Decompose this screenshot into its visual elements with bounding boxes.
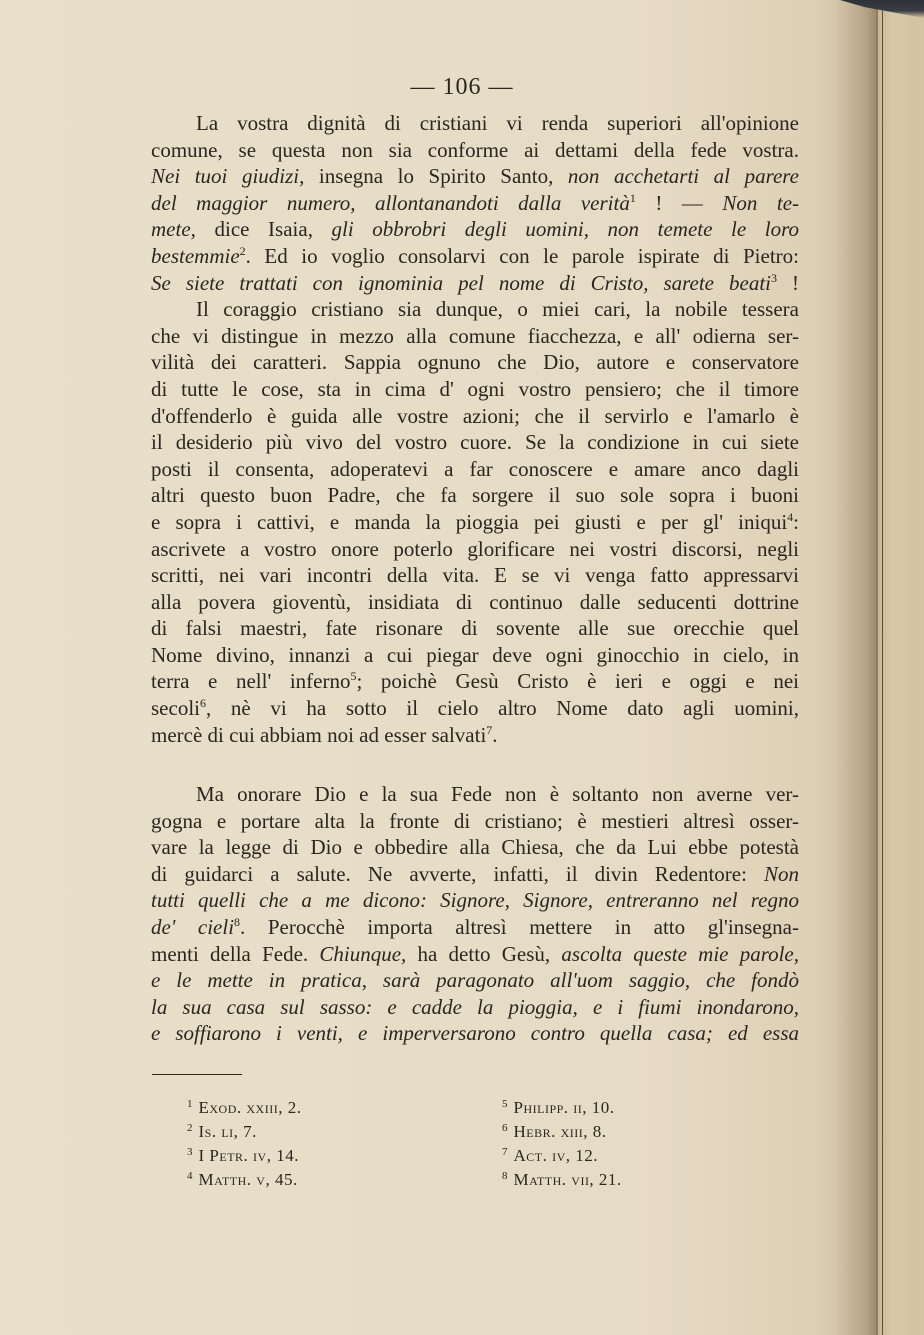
footnote-reference: I Petr. iv, 14. <box>198 1146 299 1165</box>
text-line: Ma onorare Dio e la sua Fede non è soltanto non averne ver- <box>196 782 799 806</box>
footnote-number: 7 <box>502 1146 508 1158</box>
text-segment: , nè vi ha sotto il cielo altro Nome dato agli uomini, <box>205 696 799 721</box>
text-segment: e sopra i cattivi, e manda la pioggia pei giusti e per gl' iniqui <box>151 509 788 534</box>
italic-quote: Non <box>763 861 799 886</box>
text-line: comune, se questa non sia conforme ai dettami della fede vostra. <box>151 137 799 162</box>
text-segment: ; poichè Gesù Cristo è ieri e oggi e nei <box>356 669 799 694</box>
text-line <box>151 914 799 941</box>
text-line <box>151 941 799 968</box>
footnote-ref: 7 <box>486 722 493 737</box>
gutter-shadow <box>835 0 880 1335</box>
footnote <box>187 1118 301 1142</box>
text-line: Il coraggio cristiano sia dunque, o miei cari, la nobile tessera <box>196 297 799 322</box>
text-line <box>151 509 799 536</box>
text-line <box>151 1020 799 1047</box>
italic-quote: non acchetarti al parere <box>567 164 799 189</box>
text-line: alla povera gioventù, insidiata di continuo dalle seducenti dottrine <box>151 589 799 614</box>
text-line: di falsi maestri, fate risonare di sovente alle sue orecchie quel <box>151 616 799 641</box>
italic-quote: tutti quelli che a me dicono: Signore, Signore, entreranno nel regno <box>151 888 799 913</box>
text-segment: . Ed io voglio consolarvi con le parole ispirate di Pietro: <box>245 243 799 268</box>
footnote-ref: 4 <box>787 509 794 524</box>
page-number: — 106 — <box>410 74 514 100</box>
footnote-number: 2 <box>187 1122 193 1134</box>
text-segment: . Perocchè importa altresì mettere in atto gl'insegna- <box>240 914 799 939</box>
text-line <box>151 163 799 190</box>
text-segment: : <box>793 509 799 534</box>
italic-quote: de' cieli <box>151 914 235 939</box>
text-line: di tutte le cose, sta in cima d' ogni vostro pensiero; che il timore <box>151 376 799 401</box>
footnotes-left <box>187 1094 301 1190</box>
text-segment: menti della Fede. <box>151 941 320 966</box>
italic-quote: Nei tuoi giudizi, <box>151 164 305 189</box>
italic-quote: del maggior numero, allontanandoti dalla verità <box>151 190 630 215</box>
footnote-ref: 3 <box>771 270 777 285</box>
text-line <box>151 887 799 914</box>
text-segment: insegna lo Spirito Santo, <box>304 164 568 189</box>
next-page-edge <box>876 0 924 1335</box>
text-segment: ! <box>777 270 800 295</box>
footnote <box>502 1166 622 1190</box>
text-line <box>151 216 799 243</box>
italic-quote: gli obbrobri degli uomini, non temete le loro <box>331 217 799 242</box>
text-line: che vi distingue in mezzo alla comune fiacchezza, e all' odierna ser- <box>151 323 799 348</box>
footnote-number: 5 <box>502 1098 508 1110</box>
text-segment: dice Isaia, <box>195 217 332 242</box>
text-segment: secoli <box>151 696 200 721</box>
text-segment: . <box>492 722 498 747</box>
text-segment: ha detto Gesù, <box>406 941 562 966</box>
text-segment: ! — <box>635 190 723 215</box>
text-line: vare la legge di Dio e obbedire alla Chiesa, che da Lui ebbe potestà <box>151 835 799 860</box>
text-line: posti il consenta, adoperatevi a far conoscere e amare anco dagli <box>151 456 799 481</box>
footnote-number: 8 <box>502 1170 508 1182</box>
footnote <box>187 1142 301 1166</box>
text-line: gogna e portare alta la fronte di cristiano; è mestieri altresì osser- <box>151 808 799 833</box>
text-line: il desiderio più vivo del vostro cuore. Se la condizione in cui siete <box>151 430 799 455</box>
page-edge-line <box>882 0 883 1335</box>
footnote-ref: 2 <box>239 243 246 258</box>
footnote-number: 4 <box>187 1170 193 1182</box>
italic-quote: mete, <box>151 217 196 242</box>
footnote-reference: Hebr. xiii, 8. <box>513 1122 607 1141</box>
italic-quote: Se siete trattati con ignominia pel nome di Cristo, sarete beati <box>151 270 771 295</box>
paragraph-1 <box>151 110 799 748</box>
text-segment: mercè di cui abbiam noi ad esser salvati <box>151 722 487 747</box>
footnote-ref: 5 <box>350 669 357 684</box>
footnote <box>502 1142 622 1166</box>
footnote-number: 1 <box>187 1098 193 1110</box>
text-line <box>151 243 799 270</box>
text-line: vilità dei caratteri. Sappia ognuno che Dio, autore e conservatore <box>151 350 799 375</box>
text-line: Nome divino, innanzi a cui piegar deve ogni ginocchio in cielo, in <box>151 642 799 667</box>
text-line <box>151 190 799 217</box>
text-line <box>151 722 799 749</box>
text-line: altri questo buon Padre, che fa sorgere il suo sole sopra i buoni <box>151 483 799 508</box>
text-line: La vostra dignità di cristiani vi renda superiori all'opinione <box>196 111 799 135</box>
footnote-reference: Act. iv, 12. <box>513 1146 599 1165</box>
footnote-reference: Is. li, 7. <box>198 1122 257 1141</box>
italic-quote: bestemmie <box>151 243 240 268</box>
footnote <box>187 1094 301 1118</box>
text-line: ascrivete a vostro onore poterlo glorificare nei vostri discorsi, negli <box>151 536 799 561</box>
text-line <box>151 695 799 722</box>
text-line <box>151 668 799 695</box>
text-line <box>151 270 799 297</box>
italic-quote: e soffiarono i venti, e imperversarono contro quella casa; ed essa <box>151 1021 799 1046</box>
text-line <box>151 861 799 888</box>
text-segment: terra e nell' inferno <box>151 669 351 694</box>
text-segment: di guidarci a salute. Ne avverte, infatti, il divin Redentore: <box>151 861 764 886</box>
text-line: d'offenderlo è guida alle vostre azioni; che il servirlo e l'amarlo è <box>151 403 799 428</box>
footnote-reference: Exod. xxiii, 2. <box>198 1098 302 1117</box>
footnote-ref: 1 <box>629 190 636 205</box>
paragraph-2 <box>151 781 799 1047</box>
footnote-ref: 6 <box>199 696 206 711</box>
text-line <box>151 967 799 994</box>
italic-quote: Non te- <box>722 190 800 215</box>
footnote-ref: 8 <box>234 914 241 929</box>
footnote-reference: Philipp. ii, 10. <box>513 1098 615 1117</box>
italic-quote: ascolta queste mie parole, <box>561 941 799 966</box>
italic-quote: la sua casa sul sasso: e cadde la pioggia, e i fiumi inondarono, <box>151 994 799 1019</box>
text-line <box>151 994 799 1021</box>
footnote-number: 6 <box>502 1122 508 1134</box>
footnote-number: 3 <box>187 1146 193 1158</box>
footnotes-right <box>502 1094 622 1190</box>
footnote-rule <box>152 1074 242 1075</box>
footnote <box>187 1166 301 1190</box>
text-line: scritti, nei vari incontri della vita. E se vi venga fatto appressarvi <box>151 563 799 588</box>
italic-quote: e le mette in pratica, sarà paragonato all'uom saggio, che fondò <box>151 968 799 993</box>
footnote <box>502 1118 622 1142</box>
footnote-reference: Matth. v, 45. <box>198 1170 298 1189</box>
italic-quote: Chiunque, <box>319 941 407 966</box>
footnote <box>502 1094 622 1118</box>
footnote-reference: Matth. vii, 21. <box>513 1170 622 1189</box>
